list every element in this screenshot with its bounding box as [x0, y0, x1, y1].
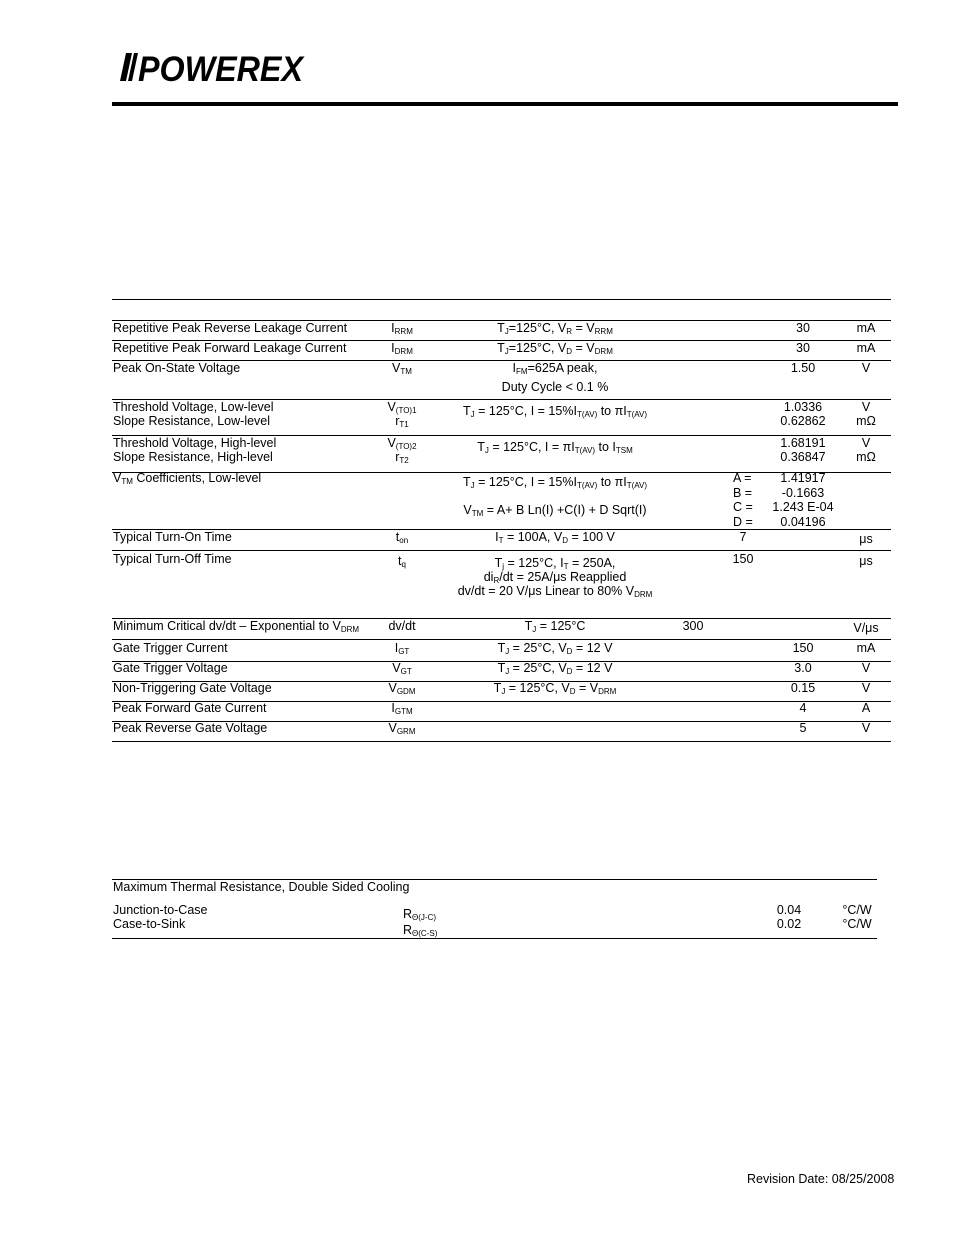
powerex-logo — [120, 50, 305, 91]
param-name: Gate Trigger Voltage — [113, 661, 228, 675]
unit: V/μs — [853, 621, 879, 635]
symbol: $r_{T2}$ — [395, 450, 409, 465]
thermal-param: Case-to-Sink — [113, 917, 186, 931]
test-conditions: $T_J=125^\circ C$, $V_R = V_{RRM}$ — [497, 321, 613, 336]
symbol: $V_{GDM}$ — [388, 681, 416, 696]
symbol: $V_{(TO)1}$ — [387, 400, 417, 415]
revision-date: Revision Date: 08/25/2008 — [747, 1172, 895, 1186]
symbol: $V_{(TO)2}$ — [387, 436, 417, 451]
coeff-value: 1.243 E-04 — [772, 500, 834, 514]
test-conditions-line2: Duty Cycle < 0.1 % — [501, 380, 609, 394]
test-conditions: $T_J = 125^\circ C$, $V_D = V_{DRM}$ — [493, 681, 617, 696]
coeff-value: 0.04196 — [780, 514, 826, 529]
typ-value: 7 — [739, 530, 747, 544]
param-name: Typical Turn-Off Time — [113, 552, 232, 566]
unit: V — [861, 436, 871, 450]
unit: A — [861, 701, 871, 715]
svg-text:POWEREX: POWEREX — [138, 50, 305, 86]
table-top-rule — [112, 299, 891, 300]
min-value: 300 — [682, 619, 704, 633]
symbol: $t_q$ — [398, 554, 406, 569]
test-conditions: $I_{FM}=625A$ peak, — [512, 361, 598, 376]
row-divider — [112, 741, 891, 742]
value: 1.0336 — [783, 400, 823, 414]
value: 0.36847 — [780, 450, 826, 464]
param-name: Slope Resistance, Low-level — [113, 414, 271, 428]
row-divider — [112, 550, 891, 551]
unit: μs — [859, 532, 873, 546]
param-name: Repetitive Peak Reverse Leakage Current — [113, 321, 348, 335]
test-conditions: $di_R/dt = 25A/\mu s$ Reapplied — [483, 570, 627, 585]
row-divider — [112, 639, 891, 640]
param-name: Repetitive Peak Forward Leakage Current — [113, 341, 347, 355]
unit: mΩ — [856, 450, 876, 464]
unit: mA — [856, 641, 876, 655]
unit: V — [861, 400, 871, 414]
max-value: 0.15 — [790, 681, 816, 695]
max-value: 3.0 — [794, 661, 812, 675]
symbol: $I_{RRM}$ — [391, 321, 413, 336]
symbol: $V_{TM}$ — [392, 361, 412, 376]
test-conditions: $V_{TM} = A+ B$ Ln(I) +C(I) + D Sqrt(I) — [463, 503, 647, 518]
unit: μs — [859, 554, 873, 568]
max-value: 5 — [799, 721, 807, 735]
row-divider — [112, 340, 891, 341]
unit: V — [861, 361, 871, 375]
param-name: Typical Turn-On Time — [113, 530, 232, 544]
value: 0.62862 — [780, 414, 826, 428]
coeff-value: 1.41917 — [780, 471, 826, 485]
thermal-symbol: $R_{\Theta(J-C)}$ — [403, 907, 437, 922]
symbol: $I_{GT}$ — [394, 641, 410, 656]
max-value: 30 — [796, 321, 810, 335]
coeff-value: -0.1663 — [781, 485, 825, 500]
max-value: 4 — [799, 701, 807, 715]
test-conditions: $T_J=125^\circ C$, $V_D = V_{DRM}$ — [497, 341, 613, 356]
value: 1.68191 — [780, 436, 826, 450]
test-conditions: $T_J = 25^\circ C$, $V_D = 12$ V — [497, 641, 613, 656]
header-rule — [112, 102, 898, 106]
thermal-value: 0.04 — [776, 903, 802, 917]
max-value: 30 — [796, 341, 810, 355]
symbol: $I_{GTM}$ — [391, 701, 413, 716]
param-name: Minimum Critical dv/dt – Exponential to $V_{DRM}$ — [113, 619, 360, 634]
powerex-logo-graphic — [120, 50, 305, 86]
thermal-param: Junction-to-Case — [113, 903, 208, 917]
symbol: $I_{DRM}$ — [391, 341, 413, 356]
param-name: Non-Triggering Gate Voltage — [113, 681, 272, 695]
thermal-unit: °C/W — [842, 917, 872, 931]
symbol: $r_{T1}$ — [395, 414, 409, 429]
param-name: Gate Trigger Current — [113, 641, 228, 655]
max-value: 1.50 — [790, 361, 816, 375]
coeff-label: B = — [733, 485, 753, 500]
test-conditions: $T_J = 125^\circ C$ — [524, 619, 586, 634]
test-conditions: dv/dt = 20 V/μs Linear to 80% $V_{DRM}$ — [457, 584, 653, 599]
test-conditions: $T_J = 25^\circ C$, $V_D = 12$ V — [497, 661, 613, 676]
param-name: Threshold Voltage, Low-level — [113, 400, 274, 414]
param-name: Peak Reverse Gate Voltage — [113, 721, 268, 735]
unit: V — [861, 721, 871, 735]
thermal-title: Maximum Thermal Resistance, Double Sided Cooling — [113, 880, 410, 894]
unit: mA — [856, 321, 876, 335]
typ-value: 150 — [732, 552, 754, 566]
param-name: Peak Forward Gate Current — [113, 701, 267, 715]
symbol: $V_{GT}$ — [392, 661, 412, 676]
param-name: Threshold Voltage, High-level — [113, 436, 277, 450]
row-divider — [112, 360, 891, 361]
test-conditions: $I_T = 100A$, $V_D = 100$ V — [495, 530, 615, 545]
unit: V — [861, 681, 871, 695]
test-conditions: $T_J = 125^\circ C$, $I = 15\%I_{T(AV)}$ to $\pi I_{T(AV)}$ — [463, 404, 647, 419]
thermal-value: 0.02 — [776, 917, 802, 931]
symbol: $V_{GRM}$ — [388, 721, 416, 736]
param-name: Slope Resistance, High-level — [113, 450, 273, 464]
thermal-unit: °C/W — [842, 903, 872, 917]
test-conditions: $T_j = 125^\circ C$, $I_T = 250A$, — [494, 556, 616, 571]
test-conditions: $T_J = 125^\circ C$, $I = 15\%I_{T(AV)}$ to $\pi I_{T(AV)}$ — [463, 475, 647, 490]
max-value: 150 — [792, 641, 814, 655]
unit: mA — [856, 341, 876, 355]
thermal-symbol: $R_{\Theta(C-S)}$ — [403, 923, 438, 938]
thermal-bottom-rule — [112, 938, 877, 939]
coeff-label: A = — [733, 471, 752, 485]
unit: mΩ — [856, 414, 876, 428]
param-name: $V_{TM}$ Coefficients, Low-level — [113, 471, 262, 486]
symbol: $t_{on}$ — [395, 530, 409, 545]
param-name: Peak On-State Voltage — [113, 361, 241, 375]
symbol: dv/dt — [388, 619, 416, 633]
test-conditions: $T_J = 125^\circ C$, $I = \pi I_{T(AV)}$ to $I_{TSM}$ — [477, 440, 633, 455]
coeff-label: D = — [733, 514, 753, 529]
unit: V — [861, 661, 871, 675]
coeff-label: C = — [733, 500, 753, 514]
